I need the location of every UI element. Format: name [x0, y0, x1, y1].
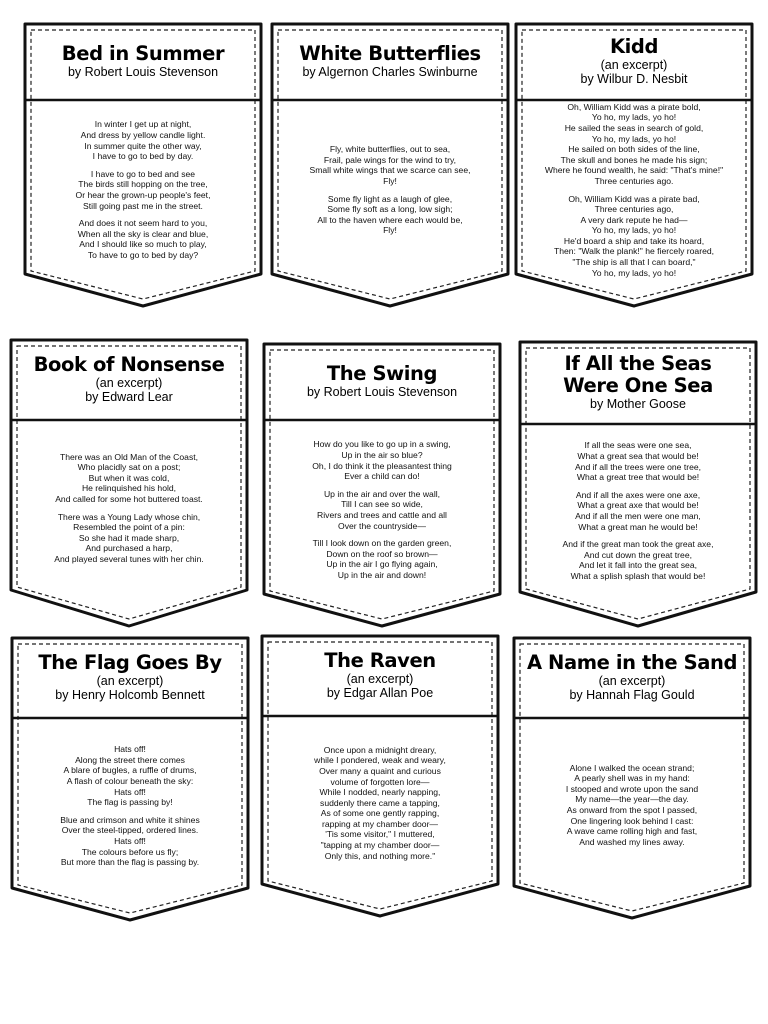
poem-line: He'd board a ship and take its hoard,	[563, 235, 705, 246]
poem-line: Rivers and trees and cattle and all	[317, 510, 447, 520]
poem-line: And if all the axes were one axe,	[575, 489, 701, 500]
poem-line: Or hear the grown-up people's feet,	[75, 190, 211, 200]
poem-line: Still going past me in the street.	[83, 200, 203, 211]
poem-title: If All the Seas Were One Sea	[563, 351, 713, 397]
poem-line: So she had it made sharp,	[78, 532, 180, 543]
poem-line: In summer quite the other way,	[84, 140, 202, 151]
poem-line: And washed my lines away.	[579, 836, 685, 847]
poem-line: Over the countryside—	[338, 520, 426, 531]
poem-line: But when it was cold,	[88, 472, 170, 483]
poem-line: The flag is passing by!	[87, 797, 173, 808]
poem-stanza	[55, 452, 203, 505]
poem-text	[526, 101, 742, 278]
poem-line: Three centuries ago.	[594, 175, 674, 186]
poem-card-white-butterflies	[270, 22, 510, 308]
card-header	[31, 22, 255, 100]
poem-line: Oh, William Kidd was a pirate bad,	[568, 193, 700, 204]
poem-subtitle: (an excerpt)	[598, 673, 666, 688]
poem-line: Ever a child can do!	[344, 471, 420, 482]
copyright-mark	[250, 919, 400, 925]
poem-text	[21, 428, 237, 588]
poem-line: Who placidly sat on a post;	[77, 462, 181, 473]
poem-stanza	[310, 144, 471, 186]
poem-line: volume of forgotten lore—	[330, 776, 430, 787]
poem-line: Oh, I do think it the pleasantest thing	[312, 460, 452, 471]
poem-line: Hats off!	[114, 835, 146, 846]
poem-line: Till I can see so wide,	[341, 499, 423, 510]
poem-author: by Algernon Charles Swinburne	[302, 64, 478, 79]
poem-author: by Edgar Allan Poe	[326, 685, 434, 700]
poem-subtitle: (an excerpt)	[346, 671, 414, 686]
poem-line: Fly!	[383, 225, 397, 236]
poem-stanza	[313, 538, 452, 580]
poem-line: Three centuries ago,	[594, 204, 674, 215]
poem-card-the-flag-goes-by	[10, 636, 250, 922]
poem-stanza	[54, 512, 204, 565]
poem-line: And if the great man took the great axe,	[562, 539, 714, 550]
poem-line: Yo ho, my lads, yo ho!	[591, 267, 677, 278]
poem-line: My name—the year—the day.	[575, 794, 689, 805]
poem-author: by Robert Louis Stevenson	[306, 384, 458, 399]
poem-title: Book of Nonsense	[33, 352, 225, 376]
poem-line: Yo ho, my lads, yo ho!	[591, 112, 677, 123]
poem-text	[272, 724, 488, 882]
poem-stanza	[317, 489, 447, 531]
poem-stanza	[312, 439, 452, 481]
card-header	[278, 22, 502, 100]
card-header	[270, 342, 494, 420]
poem-line: And if all the men were one man,	[575, 511, 701, 521]
poem-line: suddenly there came a tapping,	[320, 797, 440, 808]
poem-line: Yo ho, my lads, yo ho!	[591, 225, 677, 236]
poem-line: Some fly soft as a long, low sigh;	[327, 204, 453, 215]
poem-line: How do you like to go up in a swing,	[313, 439, 451, 450]
poem-stanza	[545, 102, 723, 187]
poem-line: What a splish splash that would be!	[570, 570, 706, 581]
poem-line: A blare of bugles, a ruffle of drums,	[63, 765, 197, 776]
poem-line: Down on the roof so brown—	[326, 548, 438, 559]
poem-line: What a great tree that would be!	[576, 472, 700, 483]
poem-card-a-name-in-the-sand	[512, 636, 752, 920]
poem-line: There was an Old Man of the Coast,	[59, 451, 199, 462]
poem-line: Till I look down on the garden green,	[312, 538, 452, 549]
poem-subtitle: (an excerpt)	[95, 375, 163, 390]
poem-line: I have to go to bed by day.	[92, 151, 194, 162]
poem-line: Some fly light as a laugh of glee,	[327, 193, 453, 204]
poem-line: "The ship is all that I can board,"	[572, 257, 696, 268]
poem-card-the-raven	[260, 634, 500, 918]
poem-line: What a great man he would be!	[578, 521, 698, 532]
poem-line: As of some one gently rapping,	[320, 808, 440, 819]
card-header	[522, 22, 746, 100]
poem-line: And cut down the great tree,	[584, 549, 692, 560]
poem-stanza	[575, 490, 701, 532]
poem-line: What a great sea that would be!	[577, 451, 699, 462]
poem-subtitle: (an excerpt)	[96, 673, 164, 688]
poem-line: He sailed the seas in search of gold,	[564, 122, 704, 133]
poem-line: Along the street there comes	[75, 754, 185, 765]
poem-line: And I should like so much to play,	[79, 239, 207, 250]
poem-line: All to the haven where each would be,	[317, 214, 463, 225]
poem-line: In winter I get up at night,	[94, 119, 192, 130]
poem-line: Hats off!	[114, 786, 146, 797]
card-header	[268, 634, 492, 716]
poem-line: Only this, and nothing more."	[324, 850, 436, 861]
poem-line: Hats off!	[114, 744, 146, 755]
poem-author: by Hannah Flag Gould	[569, 687, 695, 702]
poem-title: The Raven	[324, 648, 436, 672]
poem-author: by Wilbur D. Nesbit	[580, 71, 688, 86]
card-header	[17, 338, 241, 420]
poem-line: And if all the trees were one tree,	[574, 461, 702, 472]
poem-line: The skull and bones he made his sign;	[560, 154, 708, 165]
poem-line: Up in the air I go flying again,	[326, 559, 438, 570]
poem-line: He sailed on both sides of the line,	[568, 144, 700, 155]
poem-stanza	[76, 169, 211, 211]
poem-line: "tapping at my chamber door—	[320, 840, 440, 851]
poem-title: White Butterflies	[299, 41, 481, 65]
poem-text	[35, 108, 251, 272]
poem-line: Up in the air so blue?	[341, 450, 423, 461]
poem-line: Small white wings that we scarce can see,	[309, 165, 471, 176]
poem-text	[22, 726, 238, 886]
poem-card-the-swing	[262, 342, 502, 628]
poem-line: I have to go to bed and see	[90, 168, 196, 179]
poem-line: A very dark repute he had—	[580, 214, 688, 225]
poem-line: And played several tunes with her chin.	[54, 553, 204, 564]
poem-line: A pearly shell was in my hand:	[574, 773, 690, 784]
card-header	[520, 636, 744, 718]
poem-line: The birds still hopping on the tree,	[78, 179, 208, 190]
poem-stanza	[554, 194, 714, 279]
poem-card-kidd	[514, 22, 754, 308]
poem-line: Blue and crimson and white it shines	[60, 814, 200, 825]
poem-line: And dress by yellow candle light.	[80, 130, 206, 141]
poem-stanza	[60, 815, 200, 868]
poem-text	[274, 428, 490, 592]
poem-line: Once upon a midnight dreary,	[323, 744, 437, 755]
poem-line: While I nodded, nearly napping,	[319, 787, 441, 798]
poem-line: And let it fall into the great sea,	[579, 560, 697, 571]
poem-line: As onward from the spot I passed,	[566, 805, 698, 815]
poem-line: And purchased a harp,	[85, 543, 173, 554]
poem-line: The colours before us fly;	[81, 846, 179, 857]
poem-line: And called for some hot buttered toast.	[55, 493, 203, 504]
poem-line: rapping at my chamber door—	[321, 818, 439, 829]
poem-line: Frail, pale wings for the wind to try,	[323, 154, 457, 165]
poem-line: If all the seas were one sea,	[584, 440, 692, 451]
poem-stanza	[563, 539, 714, 581]
poem-stanza	[566, 763, 698, 848]
poem-line: There was a Young Lady whose chin,	[57, 511, 201, 522]
poem-line: A flash of colour beneath the sky:	[66, 776, 194, 787]
poem-line: A wave came rolling high and fast,	[566, 826, 698, 837]
card-header	[18, 636, 242, 718]
poem-title: Kidd	[609, 34, 659, 58]
poem-line: I stooped and wrote upon the sand	[565, 783, 699, 794]
poem-title: Bed in Summer	[61, 41, 225, 65]
poem-line: But more than the flag is passing by.	[60, 857, 200, 868]
poem-author: by Robert Louis Stevenson	[67, 64, 219, 79]
poem-author: by Edward Lear	[85, 389, 173, 404]
poem-line: 'Tis some visitor," I muttered,	[325, 829, 435, 840]
poem-line: Over many a quaint and curious	[319, 765, 441, 776]
poem-text	[530, 432, 746, 590]
poem-line: Alone I walked the ocean strand;	[569, 762, 695, 773]
poem-stanza	[314, 745, 446, 862]
poem-card-if-all-the-seas	[518, 340, 758, 628]
poem-stanza	[78, 218, 208, 260]
poem-stanza	[575, 440, 701, 482]
poem-line: Where he found wealth, he said: "That's mine!"	[544, 165, 724, 176]
poem-stanza	[317, 194, 462, 236]
poem-line: And does it not seem hard to you,	[78, 218, 208, 229]
poem-line: Yo ho, my lads, yo ho!	[591, 133, 677, 144]
poem-line: He relinquished his hold,	[81, 483, 177, 494]
poem-stanza	[63, 744, 196, 808]
poem-line: while I pondered, weak and weary,	[314, 755, 446, 766]
poem-subtitle: (an excerpt)	[600, 57, 668, 72]
poem-title: The Swing	[326, 361, 438, 385]
poem-author: by Mother Goose	[590, 396, 686, 411]
poem-line: Fly!	[383, 175, 397, 186]
poem-text	[524, 726, 740, 884]
poem-line: Over the steel-tipped, ordered lines.	[61, 825, 199, 836]
poem-line: One lingering look behind I cast:	[570, 815, 694, 826]
poem-line: What a great axe that would be!	[577, 500, 699, 511]
poem-card-book-of-nonsense	[9, 338, 249, 628]
poem-line: When all the sky is clear and blue,	[77, 228, 209, 239]
poem-line: Then: "Walk the plank!" he fiercely roared,	[553, 246, 715, 257]
poem-author: by Henry Holcomb Bennett	[55, 687, 205, 702]
poem-title: A Name in the Sand	[526, 650, 738, 674]
poem-line: Up in the air and down!	[337, 569, 427, 580]
poem-title: The Flag Goes By	[38, 650, 222, 674]
poem-text	[282, 108, 498, 272]
card-header	[526, 340, 750, 424]
poem-line: Up in the air and over the wall,	[323, 488, 441, 499]
poem-line: Resembled the point of a pin:	[73, 522, 185, 533]
poem-card-bed-in-summer	[23, 22, 263, 308]
poem-line: Fly, white butterflies, out to sea,	[329, 144, 451, 155]
poem-line: To have to go to bed by day?	[87, 249, 199, 260]
poem-line: Oh, William Kidd was a pirate bold,	[567, 101, 701, 112]
poem-stanza	[81, 119, 206, 161]
